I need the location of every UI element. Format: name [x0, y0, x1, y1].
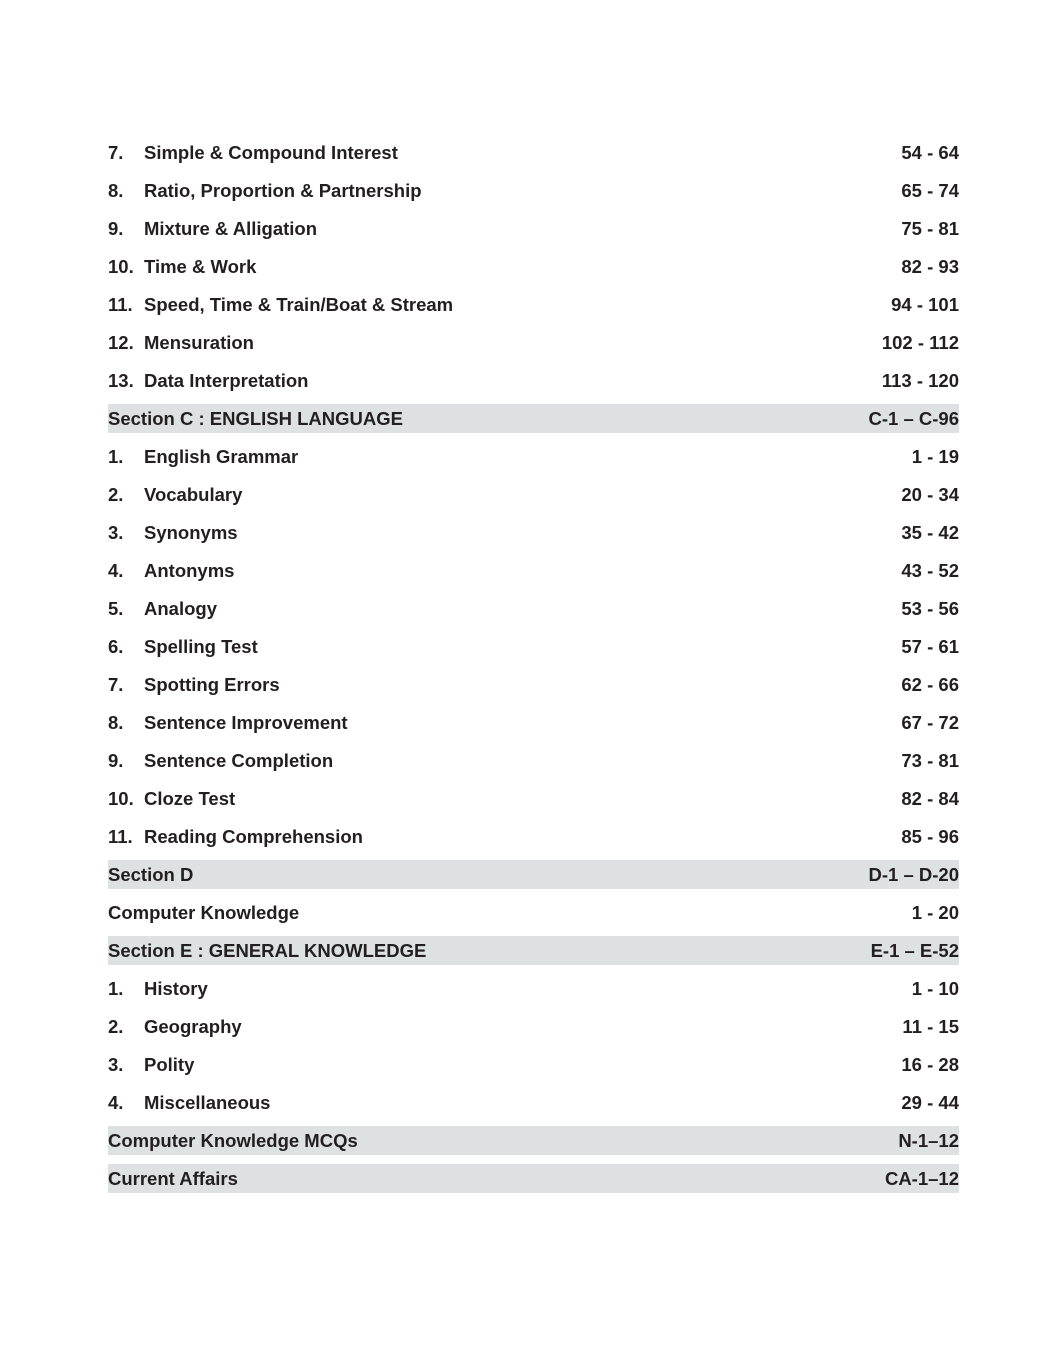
toc-section-row	[108, 399, 959, 437]
entry-number: 2.	[108, 1016, 124, 1037]
entry-page-range: 73 - 81	[901, 750, 959, 771]
entry-page-range: 11 - 15	[902, 1016, 959, 1037]
toc-entry-row	[108, 703, 959, 741]
toc-entry-row	[108, 323, 959, 361]
toc-entry-row	[108, 1007, 959, 1045]
toc-entry-row	[108, 361, 959, 399]
entry-number: 9.	[108, 750, 124, 771]
entry-page-range: 16 - 28	[901, 1054, 959, 1075]
entry-title: Simple & Compound Interest	[144, 142, 398, 163]
entry-title: Mensuration	[144, 332, 254, 353]
entry-page-range: 53 - 56	[901, 598, 959, 619]
entry-number: 3.	[108, 1054, 124, 1075]
toc-entry-row	[108, 817, 959, 855]
entry-page-range: D-1 – D-20	[868, 864, 959, 885]
entry-page-range: C-1 – C-96	[868, 408, 959, 429]
entry-number: 7.	[108, 674, 124, 695]
entry-title: Section C : ENGLISH LANGUAGE	[108, 408, 403, 429]
section-highlight-band	[108, 860, 959, 889]
entry-number: 12.	[108, 332, 134, 353]
entry-page-range: N-1–12	[898, 1130, 959, 1151]
entry-title: Synonyms	[144, 522, 238, 543]
toc-entry-row	[108, 285, 959, 323]
entry-page-range: 57 - 61	[901, 636, 959, 657]
entry-page-range: E-1 – E-52	[870, 940, 959, 961]
entry-page-range: 29 - 44	[901, 1092, 959, 1113]
entry-title: Data Interpretation	[144, 370, 309, 391]
toc-entry-row	[108, 893, 959, 931]
toc-entry-row	[108, 513, 959, 551]
entry-title: Sentence Improvement	[144, 712, 348, 733]
entry-number: 7.	[108, 142, 124, 163]
toc-entry-row	[108, 779, 959, 817]
entry-title: Miscellaneous	[144, 1092, 271, 1113]
entry-title: Cloze Test	[144, 788, 236, 809]
toc-entry-row	[108, 1083, 959, 1121]
entry-title: Ratio, Proportion & Partnership	[144, 180, 422, 201]
entry-title: Current Affairs	[108, 1168, 238, 1189]
entry-number: 10.	[108, 256, 134, 277]
entry-page-range: 35 - 42	[901, 522, 959, 543]
toc-entry-row	[108, 551, 959, 589]
entry-page-range: 102 - 112	[881, 332, 959, 353]
entry-title: Analogy	[144, 598, 217, 619]
entry-number: 3.	[108, 522, 124, 543]
entry-title: Spotting Errors	[144, 674, 280, 695]
toc-section-row	[108, 855, 959, 893]
entry-title: Vocabulary	[144, 484, 243, 505]
toc-entry-row	[108, 171, 959, 209]
entry-number: 6.	[108, 636, 124, 657]
table-of-contents	[108, 133, 959, 1197]
entry-title: Computer Knowledge	[108, 902, 300, 923]
toc-entry-row	[108, 1045, 959, 1083]
entry-page-range: 1 - 10	[911, 978, 959, 999]
entry-title: Antonyms	[144, 560, 235, 581]
entry-page-range: 82 - 93	[901, 256, 959, 277]
entry-number: 5.	[108, 598, 124, 619]
entry-title: Geography	[144, 1016, 242, 1037]
entry-number: 11.	[108, 826, 133, 847]
entry-title: Section D	[108, 864, 194, 885]
entry-number: 1.	[108, 978, 124, 999]
entry-number: 13.	[108, 370, 134, 391]
entry-page-range: 85 - 96	[901, 826, 959, 847]
toc-entry-row	[108, 247, 959, 285]
entry-title: Mixture & Alligation	[144, 218, 318, 239]
toc-entry-row	[108, 665, 959, 703]
entry-page-range: 1 - 20	[911, 902, 959, 923]
entry-page-range: 62 - 66	[901, 674, 959, 695]
entry-page-range: 65 - 74	[901, 180, 959, 201]
entry-page-range: CA-1–12	[884, 1168, 959, 1189]
toc-section-row	[108, 1121, 959, 1159]
toc-entry-row	[108, 475, 959, 513]
entry-number: 8.	[108, 712, 124, 733]
entry-title: Section E : GENERAL KNOWLEDGE	[108, 940, 427, 961]
entry-number: 11.	[108, 294, 133, 315]
toc-entry-row	[108, 437, 959, 475]
toc-section-row	[108, 931, 959, 969]
entry-page-range: 1 - 19	[911, 446, 959, 467]
toc-entry-row	[108, 589, 959, 627]
entry-number: 4.	[108, 560, 124, 581]
entry-page-range: 20 - 34	[901, 484, 959, 505]
entry-number: 4.	[108, 1092, 124, 1113]
entry-title: Time & Work	[144, 256, 257, 277]
entry-number: 9.	[108, 218, 124, 239]
toc-entry-row	[108, 627, 959, 665]
entry-title: English Grammar	[144, 446, 299, 467]
toc-entry-row	[108, 133, 959, 171]
entry-page-range: 94 - 101	[891, 294, 959, 315]
entry-title: Polity	[144, 1054, 195, 1075]
entry-title: Sentence Completion	[144, 750, 334, 771]
entry-title: Computer Knowledge MCQs	[108, 1130, 358, 1151]
toc-entry-row	[108, 209, 959, 247]
toc-entry-row	[108, 969, 959, 1007]
entry-page-range: 67 - 72	[901, 712, 959, 733]
entry-page-range: 54 - 64	[901, 142, 959, 163]
entry-title: History	[144, 978, 208, 999]
toc-section-row	[108, 1159, 959, 1197]
entry-page-range: 82 - 84	[901, 788, 959, 809]
entry-page-range: 75 - 81	[901, 218, 959, 239]
entry-title: Speed, Time & Train/Boat & Stream	[144, 294, 454, 315]
entry-page-range: 113 - 120	[881, 370, 959, 391]
entry-number: 8.	[108, 180, 124, 201]
entry-number: 1.	[108, 446, 124, 467]
entry-page-range: 43 - 52	[901, 560, 959, 581]
entry-number: 2.	[108, 484, 124, 505]
entry-title: Spelling Test	[144, 636, 258, 657]
entry-title: Reading Comprehension	[144, 826, 363, 847]
toc-entry-row	[108, 741, 959, 779]
entry-number: 10.	[108, 788, 134, 809]
